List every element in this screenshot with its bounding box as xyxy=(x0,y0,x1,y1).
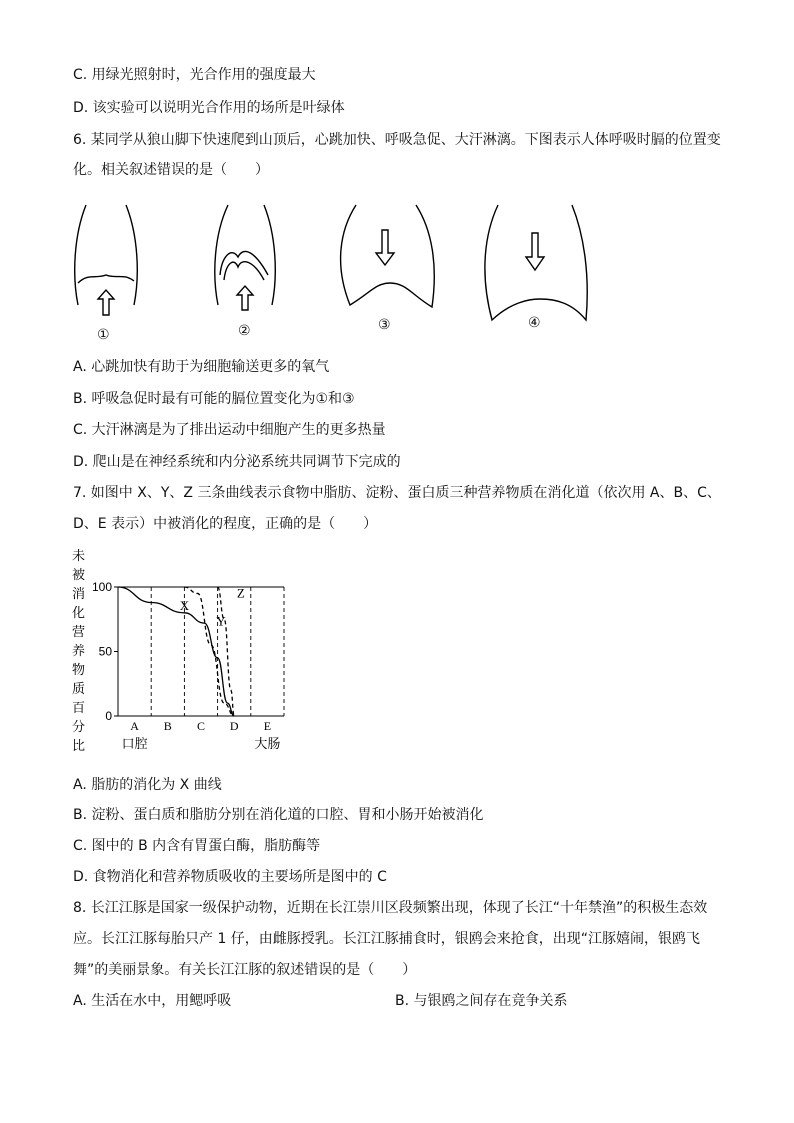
category-label-A: A xyxy=(130,719,139,733)
question-8-stem: 8. 长江江豚是国家一级保护动物，近期在长江崇川区段频繁出现，体现了长江“十年禁渔”的积极生态效 xyxy=(73,900,708,916)
y-axis-label: 未被消化营养物质百分比 xyxy=(72,548,86,753)
diaphragm-1 xyxy=(78,275,134,283)
category-note-A: 口腔 xyxy=(121,736,148,751)
diaphragm-2 xyxy=(220,251,268,275)
y-tick-label: 50 xyxy=(98,644,112,659)
chest-outline-2 xyxy=(215,205,228,305)
arrow-up-1 xyxy=(98,290,114,315)
series-Y-line xyxy=(184,587,234,716)
option-6b: B. 呼吸急促时最有可能的膈位置变化为①和③ xyxy=(73,391,355,407)
diaphragm-diagrams xyxy=(60,195,600,345)
figure-label-1: ① xyxy=(97,327,110,343)
option-7a: A. 脂肪的消化为 X 曲线 xyxy=(73,777,222,793)
option-7c: C. 图中的 B 内含有胃蛋白酶，脂肪酶等 xyxy=(73,838,321,854)
figure-label-3: ③ xyxy=(378,317,391,333)
option-6d: D. 爬山是在神经系统和内分泌系统共同调节下完成的 xyxy=(73,454,401,470)
category-label-D: D xyxy=(229,719,239,733)
option-8a: A. 生活在水中，用鳃呼吸 xyxy=(73,993,232,1009)
option-5c: C. 用绿光照射时，光合作用的强度最大 xyxy=(73,67,316,83)
category-note-E: 大肠 xyxy=(254,736,281,751)
chest-outline-1b xyxy=(126,205,137,305)
chest-outline-3 xyxy=(341,205,435,307)
figure-label-2: ② xyxy=(238,323,251,339)
question-8-stem-cont2: 舞”的美丽景象。有关长江江豚的叙述错误的是（ ） xyxy=(73,962,417,978)
chest-outline-4 xyxy=(485,205,587,320)
arrow-down-3 xyxy=(376,230,394,265)
question-7-stem: 7. 如图中 X、Y、Z 三条曲线表示食物中脂肪、淀粉、蛋白质三种营养物质在消化道（依次用 A、B、C、 xyxy=(73,485,721,501)
option-7d: D. 食物消化和营养物质吸收的主要场所是图中的 C xyxy=(73,869,387,885)
digestion-chart-svg xyxy=(70,545,300,760)
category-label-E: E xyxy=(263,719,272,733)
y-tick-label: 100 xyxy=(91,580,112,594)
question-7-stem-cont: D、E 表示）中被消化的程度，正确的是（ ） xyxy=(73,516,378,532)
series-Z-line xyxy=(218,587,235,716)
series-Y-label: Y xyxy=(216,613,226,629)
arrow-up-2 xyxy=(237,286,253,310)
option-6c: C. 大汗淋漓是为了排出运动中细胞产生的更多热量 xyxy=(73,422,386,438)
option-7b: B. 淀粉、蛋白质和脂肪分别在消化道的口腔、胃和小肠开始被消化 xyxy=(73,807,484,823)
question-8-stem-cont1: 应。长江江豚每胎只产 1 仔，由雌豚授乳。长江江豚捕食时，银鸥会来抢食，出现“江豚嬉闹，银鸥飞 xyxy=(73,931,701,947)
option-5d: D. 该实验可以说明光合作用的场所是叶绿体 xyxy=(73,100,345,116)
diaphragm-figure xyxy=(60,195,600,345)
category-label-C: C xyxy=(196,719,206,733)
chest-outline-2b xyxy=(264,205,275,305)
y-tick-label: 0 xyxy=(105,709,112,723)
series-Z-label: Z xyxy=(236,585,245,601)
category-label-B: B xyxy=(163,719,172,733)
series-X-label: X xyxy=(179,598,190,614)
digestion-chart xyxy=(70,545,300,760)
diaphragm-2-inner xyxy=(224,262,264,280)
option-6a: A. 心跳加快有助于为细胞输送更多的氧气 xyxy=(73,359,330,375)
question-6-stem-cont: 化。相关叙述错误的是（ ） xyxy=(73,162,269,178)
arrow-down-4 xyxy=(526,233,544,270)
option-8b: B. 与银鸥之间存在竞争关系 xyxy=(395,993,568,1009)
chest-outline-1 xyxy=(75,205,86,305)
question-6-stem: 6. 某同学从狼山脚下快速爬到山顶后，心跳加快、呼吸急促、大汗淋漓。下图表示人体呼吸时膈的位置变 xyxy=(73,132,721,148)
series-X-line xyxy=(118,587,234,716)
figure-label-4: ④ xyxy=(528,315,541,331)
